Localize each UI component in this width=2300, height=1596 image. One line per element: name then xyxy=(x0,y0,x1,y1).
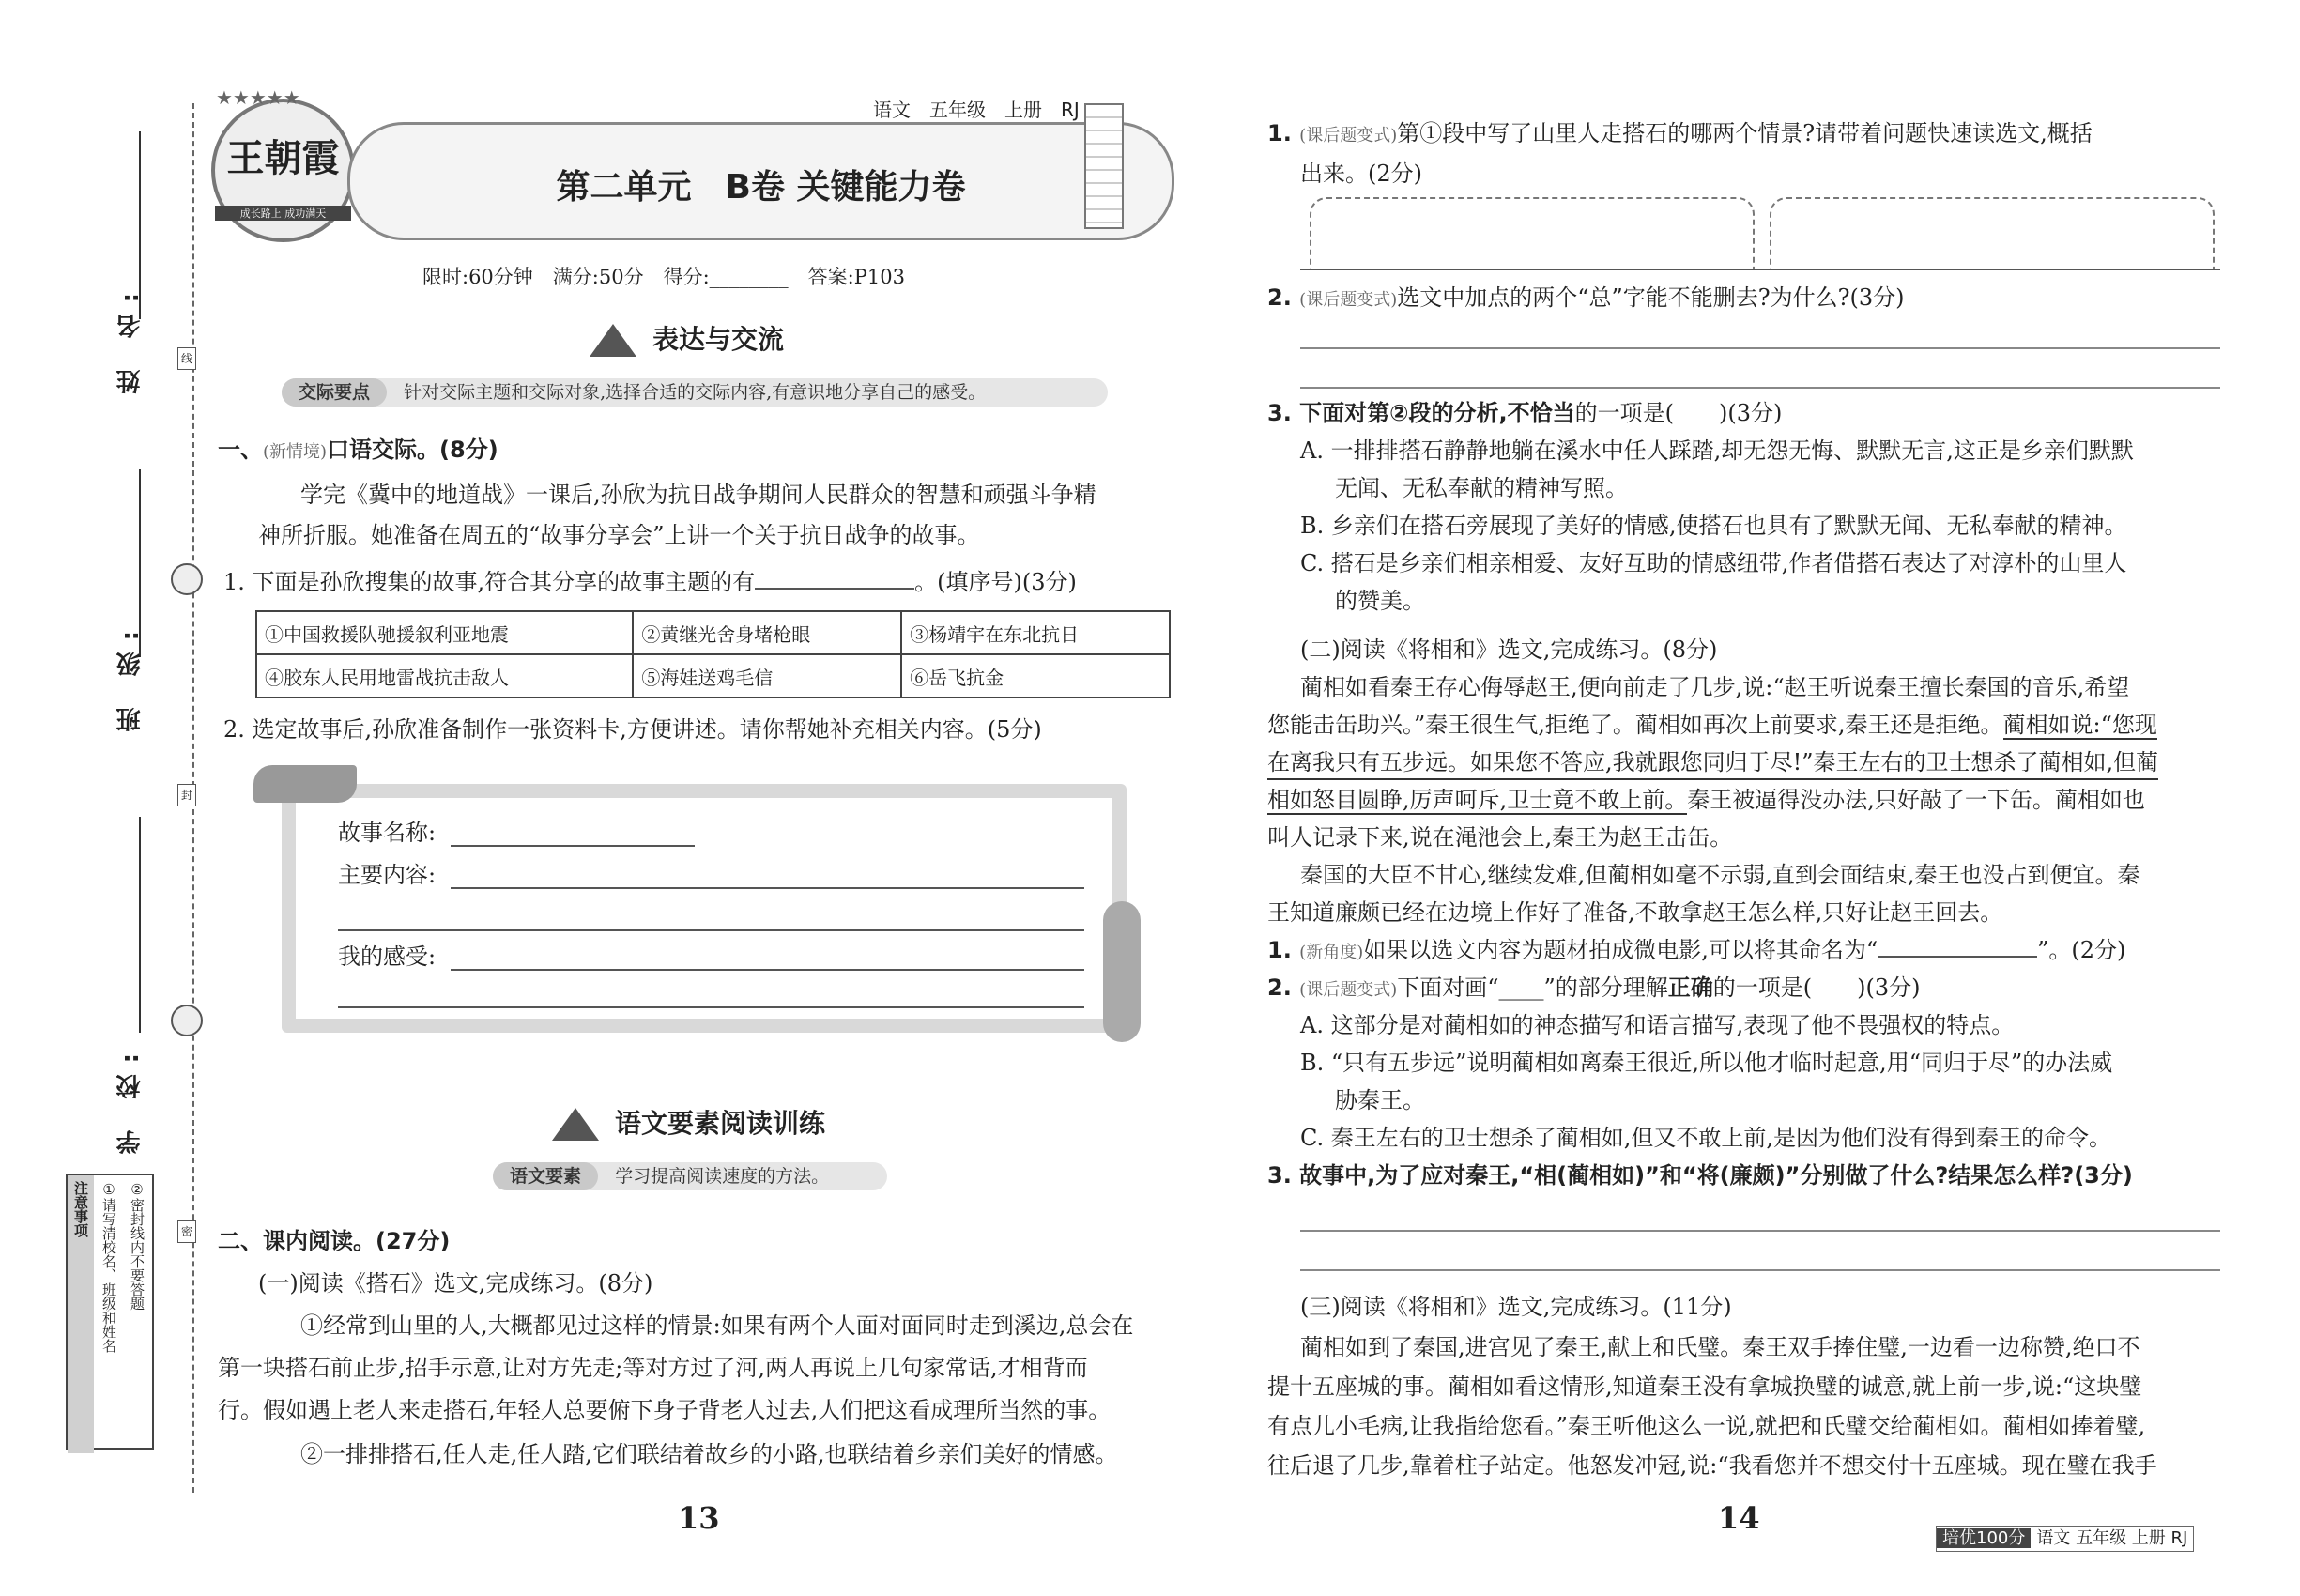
q1-para-1: 学完《冀中的地道战》一课后,孙欣为抗日战争期间人民群众的智慧和顽强斗争精 xyxy=(300,482,1096,508)
footer-tag xyxy=(1936,1526,2194,1552)
card-feel-label: 我的感受: xyxy=(338,944,437,970)
exam-info: 限时:60分钟 满分:50分 得分:________ 答案:P103 xyxy=(422,266,905,288)
card-feel-field-1[interactable] xyxy=(451,969,1084,971)
q1-1-question: 1. 下面是孙欣搜集的故事,符合其分享的故事主题的有 。(填序号)(3分) xyxy=(223,569,1077,595)
cut-mark-3: 密 xyxy=(177,1220,196,1243)
footer-meta: 语文 五年级 上册 RJ xyxy=(2036,1528,2188,1548)
page-number-right: 14 xyxy=(1718,1500,1760,1536)
r2-answer-line-2[interactable] xyxy=(1300,387,2220,389)
section2-tag: 语文要素 xyxy=(493,1162,598,1190)
r1-answer-ground-1 xyxy=(1300,263,1760,270)
r1-answer-box-1[interactable] xyxy=(1310,197,1755,269)
name-label: 姓 名: xyxy=(116,282,145,394)
notice-box xyxy=(66,1174,154,1450)
notice-1: ①请写清校名、班级和姓名 xyxy=(100,1181,117,1353)
r3-option-a-1: A. 一排排搭石静静地躺在溪水中任人踩踏,却无怨无悔、默默无言,这正是乡亲们默默 xyxy=(1300,437,2134,464)
binding-hole-1 xyxy=(171,563,203,595)
logo-text: 王朝霞 xyxy=(226,136,340,180)
school-line xyxy=(139,817,141,1033)
card-feel-field-2[interactable] xyxy=(338,1006,1084,1008)
q2-2-option-a: A. 这部分是对蔺相如的神态描写和语言描写,表现了他不畏强权的特点。 xyxy=(1300,1012,2015,1038)
q2-2-option-c: C. 秦王左右的卫士想杀了蔺相如,但又不敢上前,是因为他们没有得到秦王的命令。 xyxy=(1300,1125,2112,1151)
book-meta: 语文 五年级 上册 RJ xyxy=(873,99,1080,121)
q2-3-question: 3. 故事中,为了应对秦王,“相(蔺相如)”和“将(廉颇)”分别做了什么?结果怎么样?(3分) xyxy=(1267,1162,2133,1189)
option-4: ④胶东人民用地雷战抗击敌人 xyxy=(256,654,633,698)
school-label: 学 校: xyxy=(116,1042,145,1155)
card-content-field-2[interactable] xyxy=(338,929,1084,931)
option-6: ⑥岳飞抗金 xyxy=(901,654,1170,698)
q1-para-2: 神所折服。她准备在周五的“故事分享会”上讲一个关于抗日战争的故事。 xyxy=(258,522,980,548)
passage2-line-1: 蔺相如看秦王存心侮辱赵王,便向前走了几步,说:“赵王听说秦王擅长秦国的音乐,希望 xyxy=(1300,674,2130,700)
section2-tip: 学习提高阅读速度的方法。 xyxy=(615,1166,830,1187)
r1-answer-box-2[interactable] xyxy=(1770,197,2215,269)
story-card xyxy=(282,784,1127,1033)
r2-answer-line-1[interactable] xyxy=(1300,347,2220,349)
sub2-heading: (二)阅读《将相和》选文,完成练习。(8分) xyxy=(1300,637,1718,663)
q2-2-option-b-1: B. “只有五步远”说明蔺相如离秦王很近,所以他才临时起意,用“同归于尽”的办法威 xyxy=(1300,1050,2113,1076)
r3-option-a-2: 无闻、无私奉献的精神写照。 xyxy=(1335,475,1628,501)
sailboat-icon-2 xyxy=(552,1108,599,1141)
q2-sub1: (一)阅读《搭石》选文,完成练习。(8分) xyxy=(258,1270,653,1297)
q1-heading: 一、(新情境)口语交际。(8分) xyxy=(218,437,498,463)
page-number-left: 13 xyxy=(678,1500,720,1536)
r1-answer-ground-2 xyxy=(1760,263,2220,270)
notice-2: ②密封线内不要答题 xyxy=(129,1181,146,1311)
q2-2-question: 2. (课后题变式)下面对画“____”的部分理解正确的一项是( )(3分) xyxy=(1267,974,1921,1001)
passage2-line-6: 秦国的大臣不甘心,继续发难,但蔺相如毫不示弱,直到会面结束,秦王也没占到便宜。秦 xyxy=(1300,862,2140,888)
r2-question: 2. (课后题变式)选文中加点的两个“总”字能不能删去?为什么?(3分) xyxy=(1267,284,1905,311)
q2-3-answer-line-1[interactable] xyxy=(1300,1230,2220,1232)
options-table xyxy=(255,610,1171,698)
passage3-line-2: 提十五座城的事。蔺相如看这情形,知道秦王没有拿城换璧的诚意,就上前一步,说:“这块璧 xyxy=(1267,1373,2142,1400)
q1-2-question: 2. 选定故事后,孙欣准备制作一张资料卡,方便讲述。请你帮她补充相关内容。(5分) xyxy=(223,716,1042,743)
passage1-line-1: ①经常到山里的人,大概都见过这样的情景:如果有两个人面对面同时走到溪边,总会在 xyxy=(300,1312,1134,1339)
notice-title: 注意事项 xyxy=(68,1175,94,1453)
title-banner xyxy=(347,122,1174,240)
lighthouse-icon xyxy=(1084,103,1124,229)
card-content-label: 主要内容: xyxy=(338,862,437,888)
q1-1-blank[interactable] xyxy=(755,588,914,590)
sub3-heading: (三)阅读《将相和》选文,完成练习。(11分) xyxy=(1300,1294,1732,1320)
section2-tip-bar xyxy=(493,1162,887,1190)
cut-mark-2: 封 xyxy=(177,784,196,806)
passage2-line-5: 叫人记录下来,说在渑池会上,秦王为赵王击缶。 xyxy=(1267,824,1733,851)
option-3: ③杨靖宇在东北抗日 xyxy=(901,611,1170,654)
card-content-field-1[interactable] xyxy=(451,887,1084,889)
card-name-field[interactable] xyxy=(451,845,695,847)
q2-heading: 二、课内阅读。(27分) xyxy=(218,1228,451,1254)
option-2: ②黄继光舍身堵枪眼 xyxy=(633,611,901,654)
option-5: ⑤海娃送鸡毛信 xyxy=(633,654,901,698)
passage3-line-4: 往后退了几步,靠着柱子站定。他怒发冲冠,说:“我看您并不想交付十五座城。现在璧在我手 xyxy=(1267,1452,2157,1479)
section1-tip: 针对交际主题和交际对象,选择合适的交际内容,有意识地分享自己的感受。 xyxy=(404,382,987,403)
torch-decoration xyxy=(1103,901,1141,1042)
logo-sub: 成长路上 成功满天 xyxy=(215,206,351,221)
logo-stars: ★★★★★ xyxy=(216,86,300,109)
sailboat-icon xyxy=(590,324,636,357)
ribbon-decoration xyxy=(253,765,357,803)
r3-question: 3. 下面对第②段的分析,不恰当的一项是( )(3分) xyxy=(1267,399,1783,426)
section1-tag: 交际要点 xyxy=(282,378,387,407)
q2-2-option-b-2: 胁秦王。 xyxy=(1335,1087,1425,1113)
class-label: 班 级: xyxy=(116,620,145,732)
section1-heading: 表达与交流 xyxy=(652,324,785,355)
q2-1-question: 1. (新角度)如果以选文内容为题材拍成微电影,可以将其命名为“ ”。(2分) xyxy=(1267,937,2126,963)
binding-hole-2 xyxy=(171,1005,203,1036)
r1-question: 1. (课后题变式)第①段中写了山里人走搭石的哪两个情景?请带着问题快速读选文,概括 xyxy=(1267,120,2093,146)
r3-option-c-1: C. 搭石是乡亲们相亲相爱、友好互助的情感纽带,作者借搭石表达了对淳朴的山里人 xyxy=(1300,550,2127,576)
r3-option-c-2: 的赞美。 xyxy=(1335,588,1425,614)
r1-question-2: 出来。(2分) xyxy=(1300,161,1422,187)
passage1-line-4: ②一排排搭石,任人走,任人踏,它们联结着故乡的小路,也联结着乡亲们美好的情感。 xyxy=(300,1441,1118,1467)
q2-3-answer-line-2[interactable] xyxy=(1300,1269,2220,1271)
passage3-line-1: 蔺相如到了秦国,进宫见了秦王,献上和氏璧。秦王双手捧住璧,一边看一边称赞,绝口不 xyxy=(1300,1334,2140,1360)
passage1-line-2: 第一块搭石前止步,招手示意,让对方先走;等对方过了河,两人再说上几句家常话,才相背而 xyxy=(218,1355,1088,1381)
passage1-line-3: 行。假如遇上老人来走搭石,年轻人总要俯下身子背老人过去,人们把这看成理所当然的事。 xyxy=(218,1397,1112,1423)
option-1: ①中国救援队驰援叙利亚地震 xyxy=(256,611,633,654)
passage2-line-7: 王知道廉颇已经在边境上作好了准备,不敢拿赵王怎么样,只好让赵王回去。 xyxy=(1267,899,2003,926)
section1-tip-bar xyxy=(282,378,1108,407)
passage3-line-3: 有点儿小毛病,让我指给您看。”秦王听他这么一说,就把和氏璧交给蔺相如。蔺相如捧着璧, xyxy=(1267,1413,2146,1439)
passage2-line-4: 相如怒目圆睁,厉声呵斥,卫士竟不敢上前。秦王被逼得没办法,只好敲了一下缶。蔺相如也 xyxy=(1267,787,2145,813)
footer-brand: 培优100分 xyxy=(1937,1528,2031,1548)
page-title: 第二单元 B卷 关键能力卷 xyxy=(556,168,966,207)
passage2-line-2: 您能击缶助兴。”秦王很生气,拒绝了。蔺相如再次上前要求,秦王还是拒绝。蔺相如说:“您现 xyxy=(1267,712,2157,738)
section2-heading: 语文要素阅读训练 xyxy=(615,1108,826,1139)
q2-1-blank[interactable] xyxy=(1878,956,2037,958)
passage2-line-3: 在离我只有五步远。如果您不答应,我就跟您同归于尽!”秦王左右的卫士想杀了蔺相如,但蔺 xyxy=(1267,746,2158,780)
card-name-label: 故事名称: xyxy=(338,820,437,846)
brand-logo xyxy=(211,99,355,242)
cut-mark-1: 线 xyxy=(177,347,196,370)
r3-option-b: B. 乡亲们在搭石旁展现了美好的情感,使搭石也具有了默默无闻、无私奉献的精神。 xyxy=(1300,513,2127,539)
